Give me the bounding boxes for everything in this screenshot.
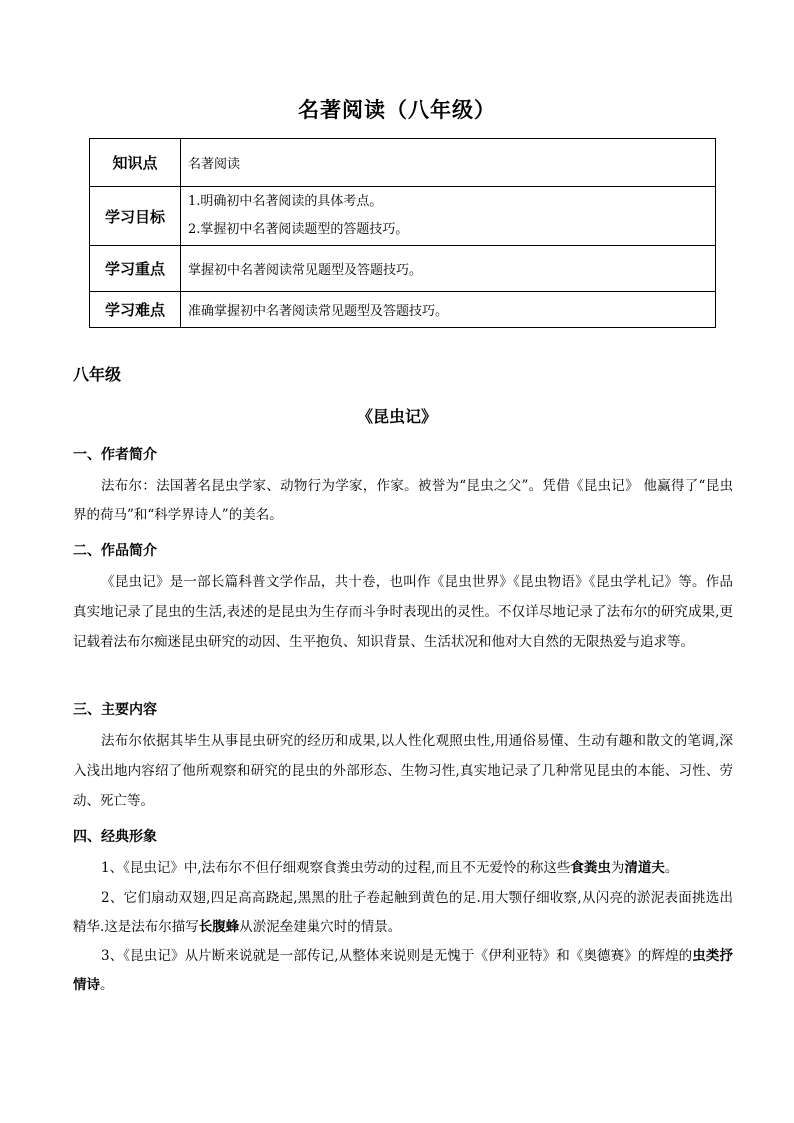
row-label: 学习目标: [90, 187, 181, 246]
image-item-3: [73, 942, 733, 1000]
section-text-author: 法布尔：法国著名昆虫学家、动物行为学家，作家。被誉为“昆虫之父”。凭借《昆虫记》 他赢得了“昆虫界的荷马”和“科学界诗人”的美名。: [73, 478, 733, 523]
item-bold-text: 长腹蜂: [198, 919, 240, 935]
section-heading-work: 二、作品简介: [73, 543, 157, 559]
section-text-content: 法布尔依据其毕生从事昆虫研究的经历和成果,以人性化观照虫性,用通俗易懂、生动有趣和散文的笔调,深入浅出地内容绍了他所观察和研究的昆虫的外部形态、生物习性,真实地记录了几种常见昆虫的本能、习性、劳动、死亡等。: [73, 733, 733, 809]
book-title: 《昆虫记》: [356, 407, 437, 426]
row-value: 准确掌握初中名著阅读常见题型及答题技巧。: [181, 292, 716, 328]
item-text: 1、《昆虫记》中,法布尔不但仔细观察食粪虫劳动的过程,而且不无爱怜的称这些: [101, 860, 571, 876]
item-text: 。: [664, 860, 679, 876]
item-text: 2、它们扇动双翅,四足高高跷起,黑黑的肚子卷起触到黄色的足.用大颚仔细收察,从闪亮的淤泥表面挑选出精华.这是法布尔描写: [73, 890, 733, 935]
item-bold-text: 清道夫: [624, 860, 665, 876]
image-item-1: [73, 854, 733, 883]
item-text: 为: [610, 860, 625, 876]
section-heading-images: 四、经典形象: [73, 829, 157, 845]
image-item-2: [73, 884, 733, 942]
goal-line: 2.掌握初中名著阅读题型的答题技巧。: [188, 222, 409, 237]
item-bold-text: 食粪虫: [570, 860, 611, 876]
item-bold-text: 虫类抒情诗: [73, 948, 733, 993]
row-value: 名著阅读: [181, 139, 716, 187]
row-label: 知识点: [90, 139, 181, 187]
item-text: 3、《昆虫记》从片断来说就是一部传记,从整体来说则是无愧于《伊利亚特》和《奥德赛》的辉煌的: [101, 948, 693, 964]
section-text-work: 《昆虫记》是一部长篇科普文学作品，共十卷，也叫作《昆虫世界》《昆虫物语》《昆虫学札记》等。作品真实地记录了昆虫的生活,表述的是昆虫为生存而斗争时表现出的灵性。不仅详尽地记录了法布尔的研究成果,更记载着法布尔痴迷昆虫研究的动因、生平抱负、知识背景、生活状况和他对大自然的无限热爱与追求等。: [73, 574, 733, 650]
info-table: [89, 138, 716, 328]
section-heading-content: 三、主要内容: [73, 702, 157, 718]
row-value: 掌握初中名著阅读常见题型及答题技巧。: [181, 246, 716, 292]
row-label: 学习重点: [90, 246, 181, 292]
item-text: 。: [100, 977, 114, 993]
table-row-knowledge: [90, 139, 716, 187]
section-heading-author: 一、作者简介: [73, 447, 157, 463]
grade-heading: 八年级: [73, 365, 122, 384]
row-value: [181, 187, 716, 246]
table-row-focus: [90, 246, 716, 292]
document-title: 名著阅读（八年级）: [298, 98, 496, 122]
table-row-goals: [90, 187, 716, 246]
table-row-difficulty: [90, 292, 716, 328]
goal-line: 1.明确初中名著阅读的具体考点。: [188, 194, 383, 209]
row-label: 学习难点: [90, 292, 181, 328]
item-text: 从淤泥垒建巢穴时的情景。: [239, 919, 402, 935]
